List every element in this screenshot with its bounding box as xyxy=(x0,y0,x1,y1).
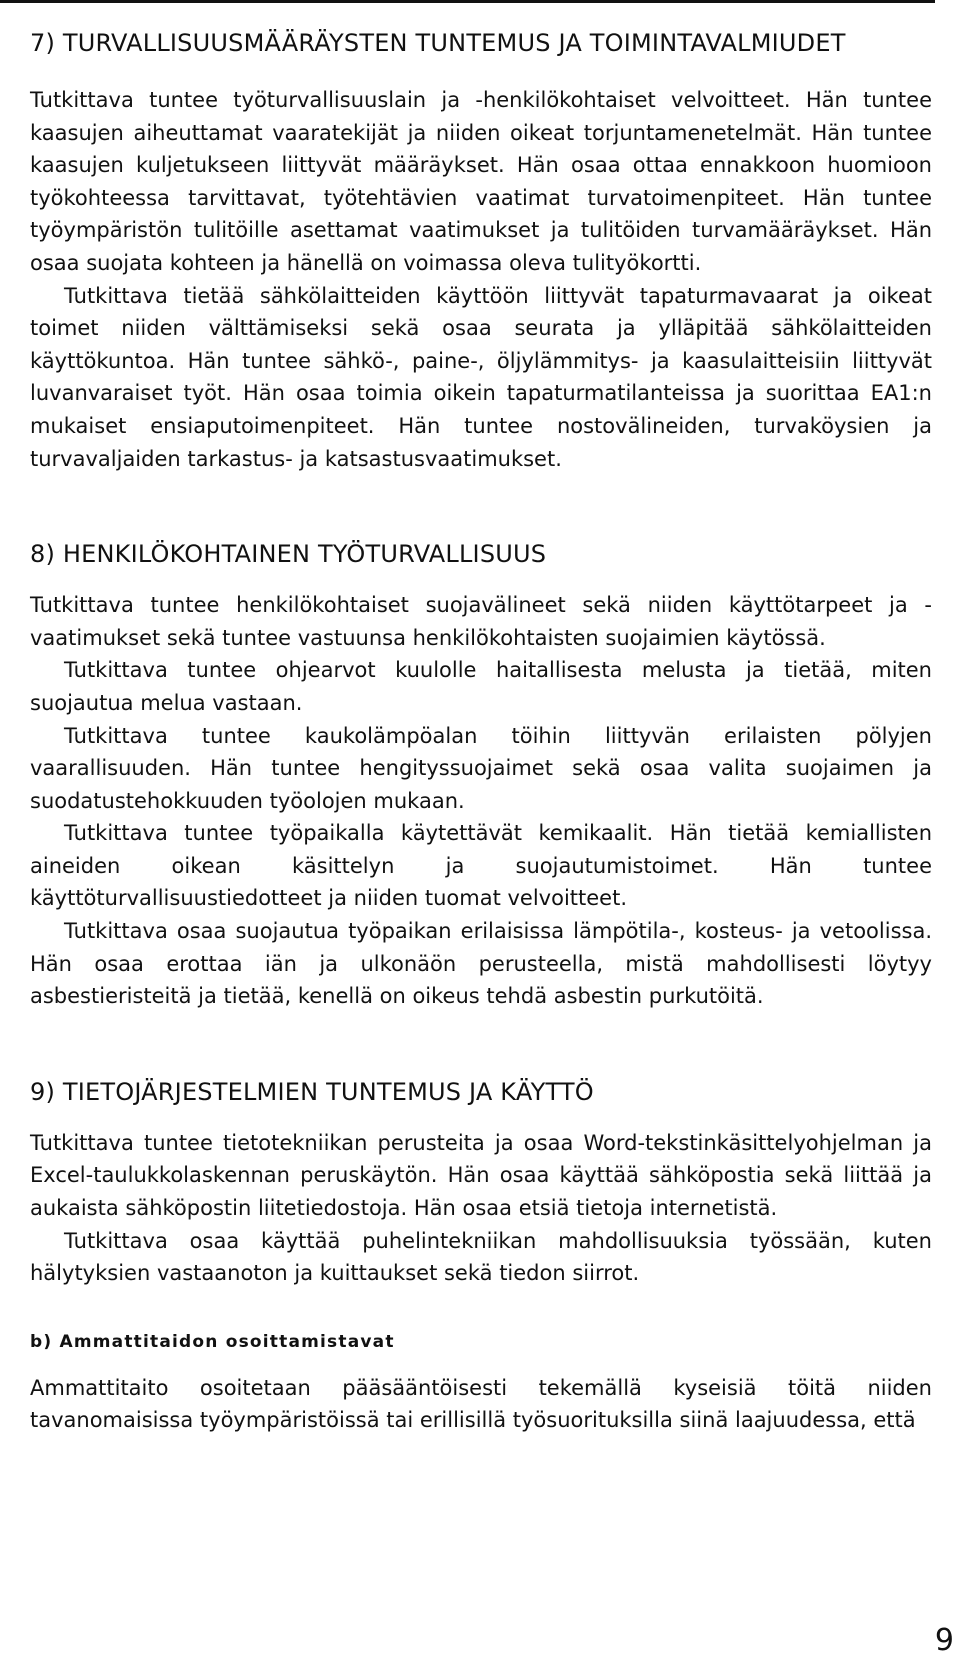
section-8-paragraph-1: Tutkittava tuntee henkilökohtaiset suojavälineet sekä niiden käyttötarpeet ja -vaatimukset sekä tuntee vastuunsa henkilökohtaisten suojaimien käytössä. xyxy=(30,593,932,650)
section-9-heading: 9) TIETOJÄRJESTELMIEN TUNTEMUS JA KÄYTTÖ xyxy=(30,1077,594,1106)
section-8-heading: 8) HENKILÖKOHTAINEN TYÖTURVALLISUUS xyxy=(30,540,547,569)
section-8-paragraph-2: Tutkittava tuntee ohjearvot kuulolle haitallisesta melusta ja tietää, miten suojautua melua vastaan. xyxy=(30,658,932,715)
section-9-paragraph-2: Tutkittava osaa käyttää puhelintekniikan mahdollisuuksia työssään, kuten hälytyksien vastaanoton ja kuittaukset sekä tiedon siirrot. xyxy=(30,1228,932,1286)
section-7-paragraph-1: Tutkittava tuntee työturvallisuuslain ja -henkilökohtaiset velvoitteet. Hän tuntee kaasujen aiheuttamat vaaratekijät ja niiden oikeat torjuntamenetelmät. Hän tuntee kaasujen kuljetukseen liittyvät määräykset. Hän osaa ottaa ennakkoon huomioon työkohteessa tarvittavat, työtehtävien vaatimat turvatoimenpiteet. Hän tuntee työympäristön tulitöille asettamat vaatimukset ja tulitöiden turvamääräykset. Hän osaa suojata kohteen ja hänellä on voimassa oleva tulityökortti. xyxy=(30,88,932,275)
section-b-paragraph: Ammattitaito osoitetaan pääsääntöisesti tekemällä kyseisiä töitä niiden tavanomaisissa työympäristöissä tai erillisillä työsuorituksilla siinä laajuudessa, että xyxy=(30,1375,932,1433)
section-b-heading: b) Ammattitaidon osoittamistavat xyxy=(30,1331,395,1352)
section-8-paragraph-5: Tutkittava osaa suojautua työpaikan erilaisissa lämpötila-, kosteus- ja vetoolissa. Hän osaa erottaa iän ja ulkonäön perusteella, mistä mahdollisesti löytyy asbestieristeitä ja tietää, kenellä on oikeus tehdä asbestin purkutöitä. xyxy=(30,919,932,1009)
page-number: 9 xyxy=(934,1623,954,1658)
section-7-heading: 7) TURVALLISUUSMÄÄRÄYSTEN TUNTEMUS JA TOIMINTAVALMIUDET xyxy=(30,29,846,57)
section-8-paragraph-4: Tutkittava tuntee työpaikalla käytettävät kemikaalit. Hän tietää kemiallisten aineiden oikean käsittelyn ja suojautumistoimet. Hän tuntee käyttöturvallisuustiedotteet ja niiden tuomat velvoitteet. xyxy=(30,821,932,911)
section-9-paragraph-1: Tutkittava tuntee tietotekniikan perusteita ja osaa Word-tekstinkäsittelyohjelman ja Excel-taulukkolaskennan peruskäytön. Hän osaa käyttää sähköpostia sekä liittää ja aukaista sähköpostin liitetiedostoja. Hän osaa etsiä tietoja internetistä. xyxy=(30,1130,932,1221)
section-8-paragraph-3: Tutkittava tuntee kaukolämpöalan töihin liittyvän erilaisten pölyjen vaarallisuuden. Hän tuntee hengityssuojaimet sekä osaa valita suojaimen ja suodatustehokkuuden työolojen mukaan. xyxy=(30,723,932,813)
top-rule xyxy=(0,0,935,3)
page-content xyxy=(30,28,932,1437)
section-7-paragraph-2: Tutkittava tietää sähkölaitteiden käyttöön liittyvät tapaturmavaarat ja oikeat toimet niiden välttämiseksi sekä osaa seurata ja ylläpitää sähkölaitteiden käyttökuntoa. Hän tuntee sähkö-, paine-, öljylämmitys- ja kaasulaitteisiin liittyvät luvanvaraiset työt. Hän osaa toimia oikein tapaturmatilanteissa ja suorittaa EA1:n mukaiset ensiaputoimenpiteet. Hän tuntee nostovälineiden, turvaköysien ja turvavaljaiden tarkastus- ja katsastusvaatimukset. xyxy=(30,283,932,471)
